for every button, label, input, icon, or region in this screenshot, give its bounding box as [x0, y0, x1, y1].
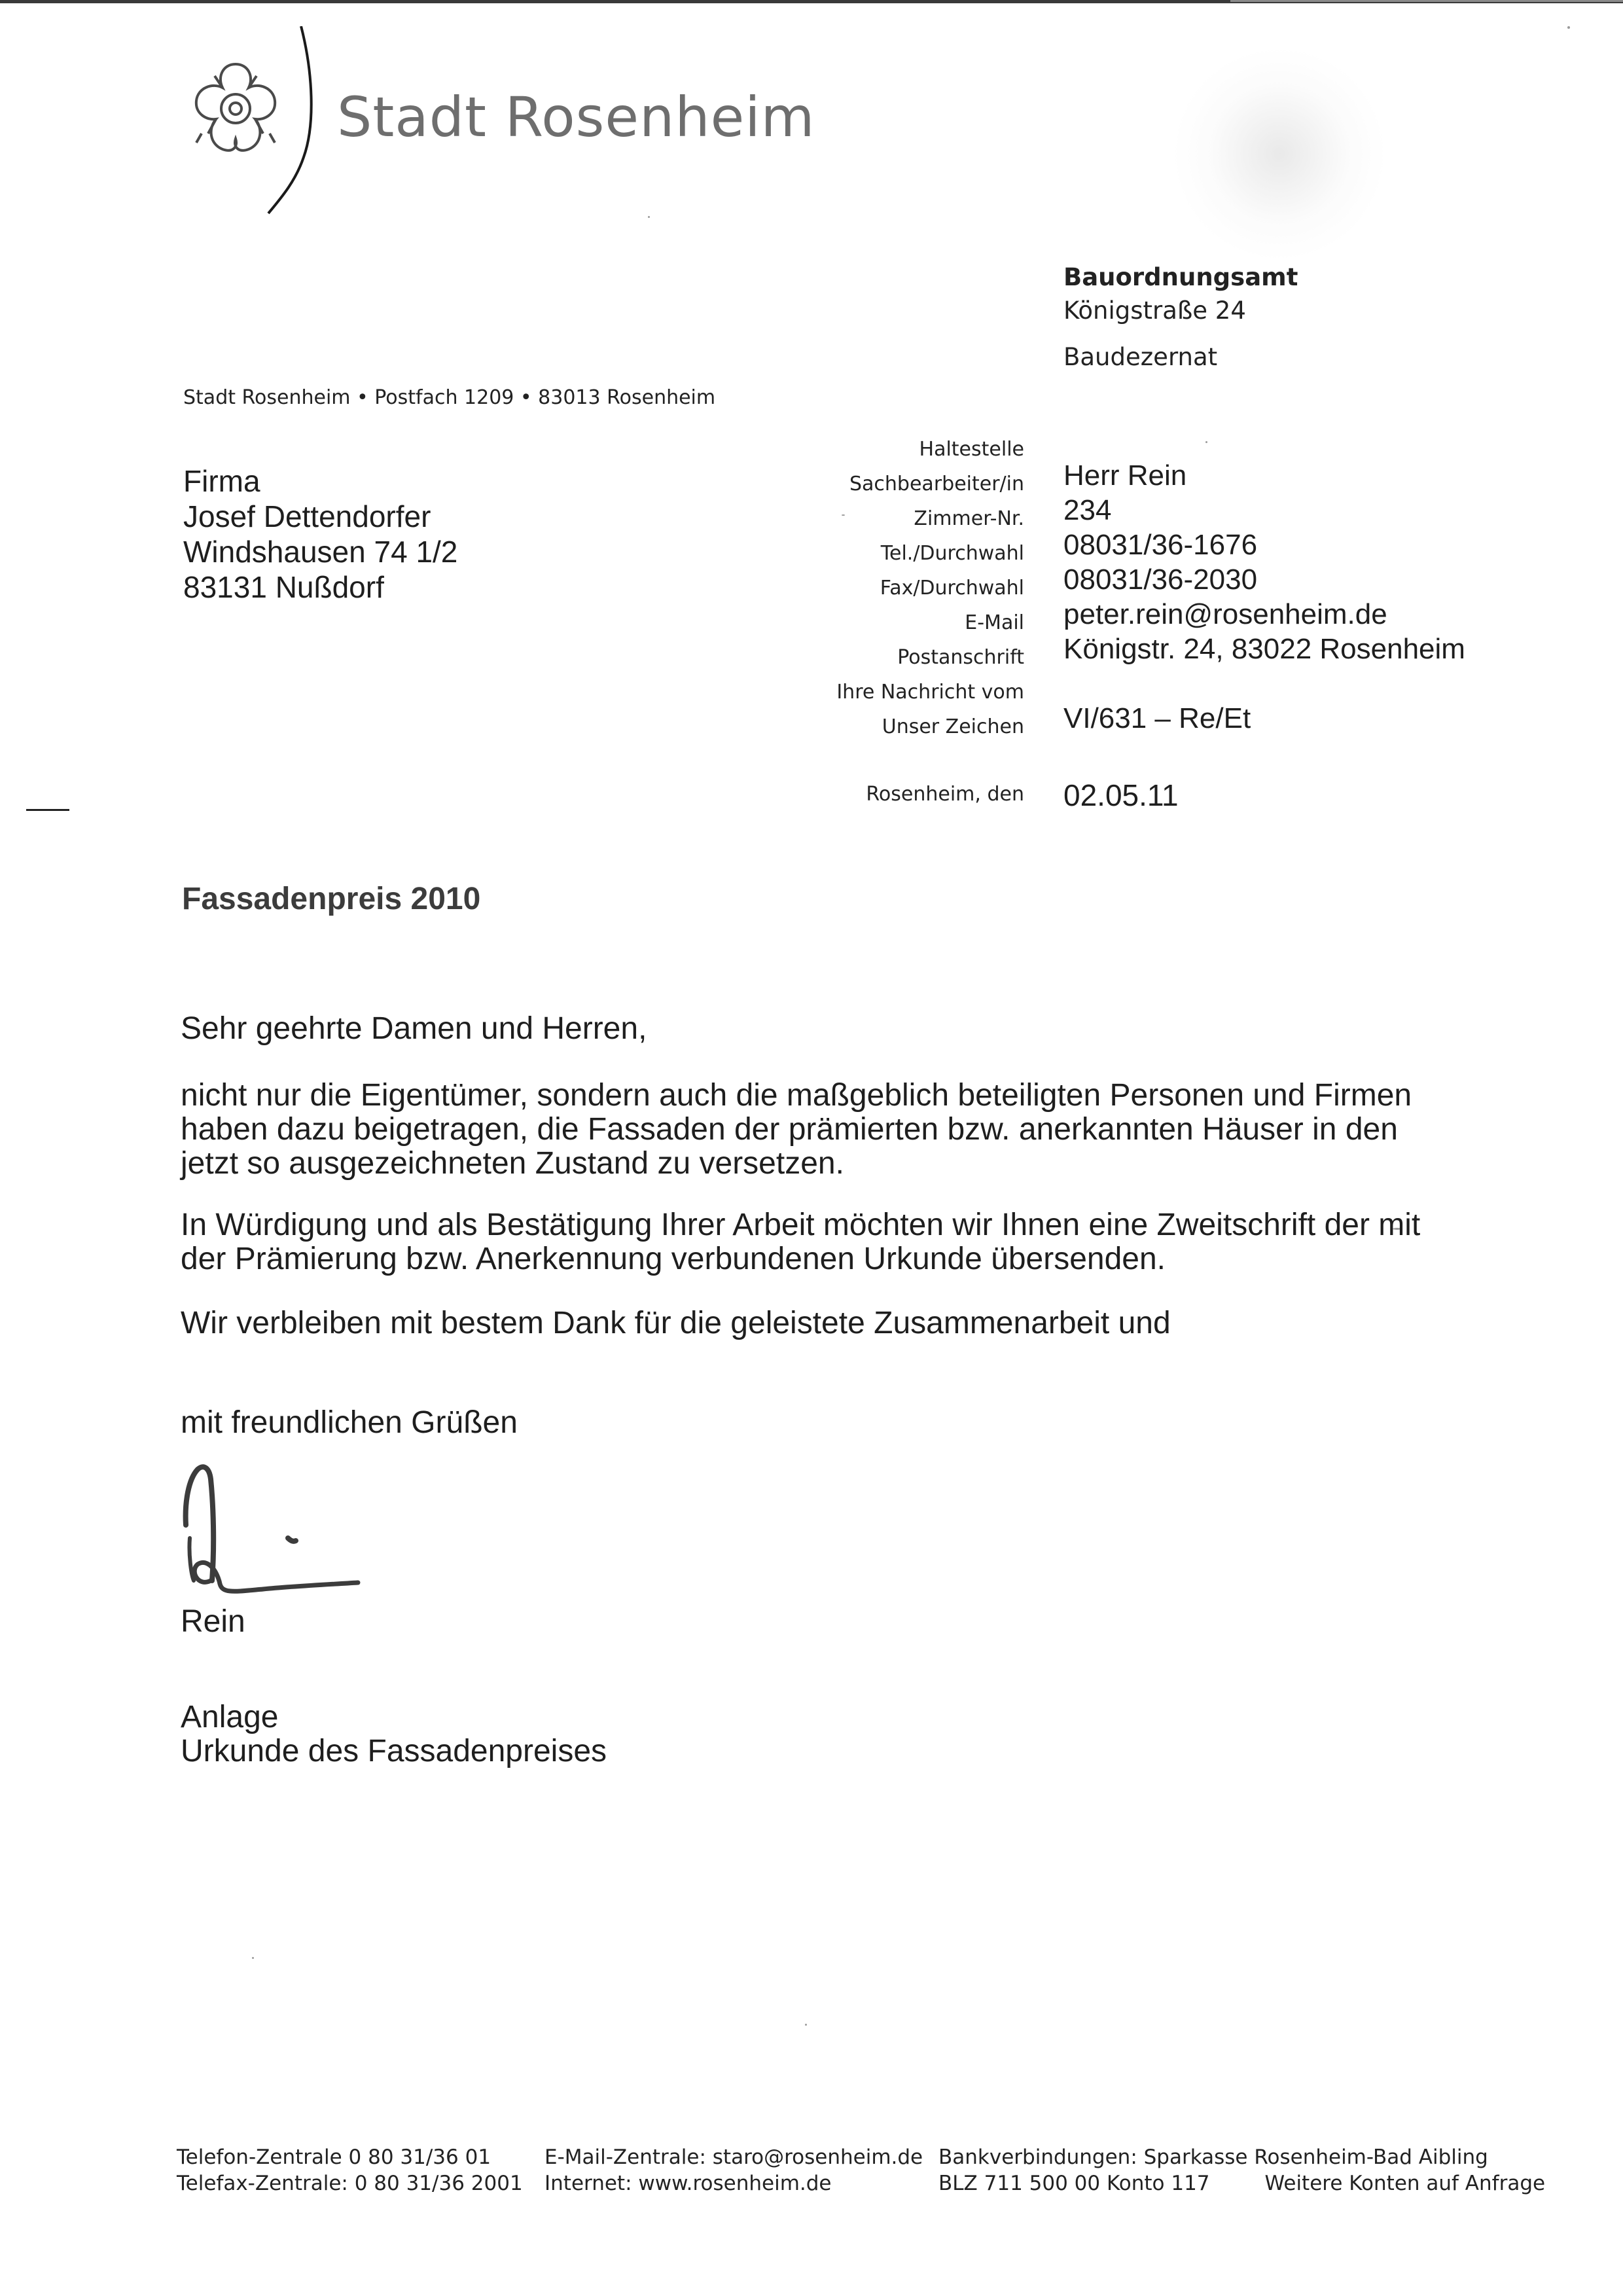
footer-more-accounts: Weitere Konten auf Anfrage — [1264, 2172, 1546, 2195]
body-paragraph: nicht nur die Eigentümer, sondern auch die maßgeblich beteiligten Personen und Firmen haben dazu beigetragen, die Fassaden der prämierten bzw. anerkannten Häuser in den jetzt so ausgezeichneten Zustand zu versetzen. — [181, 1078, 1412, 1181]
info-label: Postanschrift — [897, 646, 1024, 669]
info-label: Fax/Durchwahl — [880, 577, 1024, 600]
body-paragraph: Wir verbleiben mit bestem Dank für die geleistete Zusammenarbeit und — [181, 1306, 1171, 1340]
date-label: Rosenheim, den — [866, 783, 1024, 806]
info-value — [1063, 666, 1607, 701]
info-value: peter.rein@rosenheim.de — [1063, 598, 1387, 630]
info-value: Herr Rein — [1063, 459, 1187, 492]
salutation: Sehr geehrte Damen und Herren, — [181, 1011, 647, 1046]
info-value: VI/631 – Re/Et — [1063, 702, 1251, 734]
enclosure-item: Urkunde des Fassadenpreises — [181, 1734, 607, 1768]
info-label: Zimmer-Nr. — [914, 507, 1024, 530]
scan-speck — [1205, 441, 1207, 443]
letter-subject: Fassadenpreis 2010 — [182, 882, 481, 916]
fold-mark — [26, 809, 69, 811]
office-department: Bauordnungsamt — [1063, 263, 1298, 291]
enclosure — [181, 1700, 607, 1768]
footer-email: E-Mail-Zentrale: staro@rosenheim.de — [544, 2145, 923, 2169]
footer-online — [544, 2144, 923, 2197]
office-street: Königstraße 24 — [1063, 296, 1246, 325]
info-label: Tel./Durchwahl — [880, 542, 1024, 565]
footer-internet: Internet: www.rosenheim.de — [544, 2172, 832, 2195]
footer-phone: Telefon-Zentrale 0 80 31/36 01 — [177, 2145, 491, 2169]
info-label: Unser Zeichen — [882, 715, 1024, 738]
info-label: Ihre Nachricht vom — [836, 681, 1024, 704]
scan-speck — [1567, 26, 1570, 29]
recipient-line: Windshausen 74 1/2 — [183, 535, 458, 569]
logo-arc-line — [262, 26, 321, 216]
scan-smudge — [1171, 46, 1387, 262]
city-name: Stadt Rosenheim — [337, 85, 815, 149]
handwritten-signature-icon — [171, 1440, 368, 1610]
letter-date: 02.05.11 — [1063, 778, 1179, 812]
info-value: 08031/36-2030 — [1063, 564, 1258, 596]
info-labels — [759, 432, 1024, 744]
info-value: 234 — [1063, 494, 1112, 526]
closing-phrase: mit freundlichen Grüßen — [181, 1405, 518, 1440]
scan-speck — [648, 216, 650, 218]
info-value: Königstr. 24, 83022 Rosenheim — [1063, 633, 1465, 665]
info-value: 08031/36-1676 — [1063, 529, 1258, 561]
return-address: Stadt Rosenheim • Postfach 1209 • 83013 Rosenheim — [183, 386, 716, 409]
footer-bank-name: Bankverbindungen: Sparkasse Rosenheim-Bad Aibling — [938, 2145, 1488, 2169]
info-label: Haltestelle — [919, 438, 1024, 461]
footer-contact — [177, 2144, 523, 2197]
footer-fax: Telefax-Zentrale: 0 80 31/36 2001 — [177, 2172, 523, 2195]
info-label: Sachbearbeiter/in — [849, 473, 1024, 495]
recipient-line: Firma — [183, 464, 260, 498]
footer-bank-account: BLZ 711 500 00 Konto 117 — [938, 2172, 1210, 2195]
footer-bank-details — [938, 2170, 1545, 2197]
body-paragraph: In Würdigung und als Bestätigung Ihrer Arbeit möchten wir Ihnen eine Zweitschrift der mit der Prämierung bzw. Anerkennung verbundenen Urkunde übersenden. — [181, 1208, 1421, 1276]
scan-speck — [252, 1957, 254, 1959]
recipient-line: Josef Dettendorfer — [183, 499, 431, 533]
scan-crease — [1230, 0, 1623, 2]
recipient-line: 83131 Nußdorf — [183, 570, 384, 604]
info-values — [1063, 458, 1607, 736]
office-division: Baudezernat — [1063, 343, 1218, 371]
enclosure-label: Anlage — [181, 1700, 279, 1734]
signer-name: Rein — [181, 1604, 245, 1639]
recipient-address — [183, 463, 457, 605]
info-label: E-Mail — [965, 611, 1024, 634]
scan-speck — [805, 2024, 807, 2026]
footer-bank — [938, 2144, 1545, 2197]
